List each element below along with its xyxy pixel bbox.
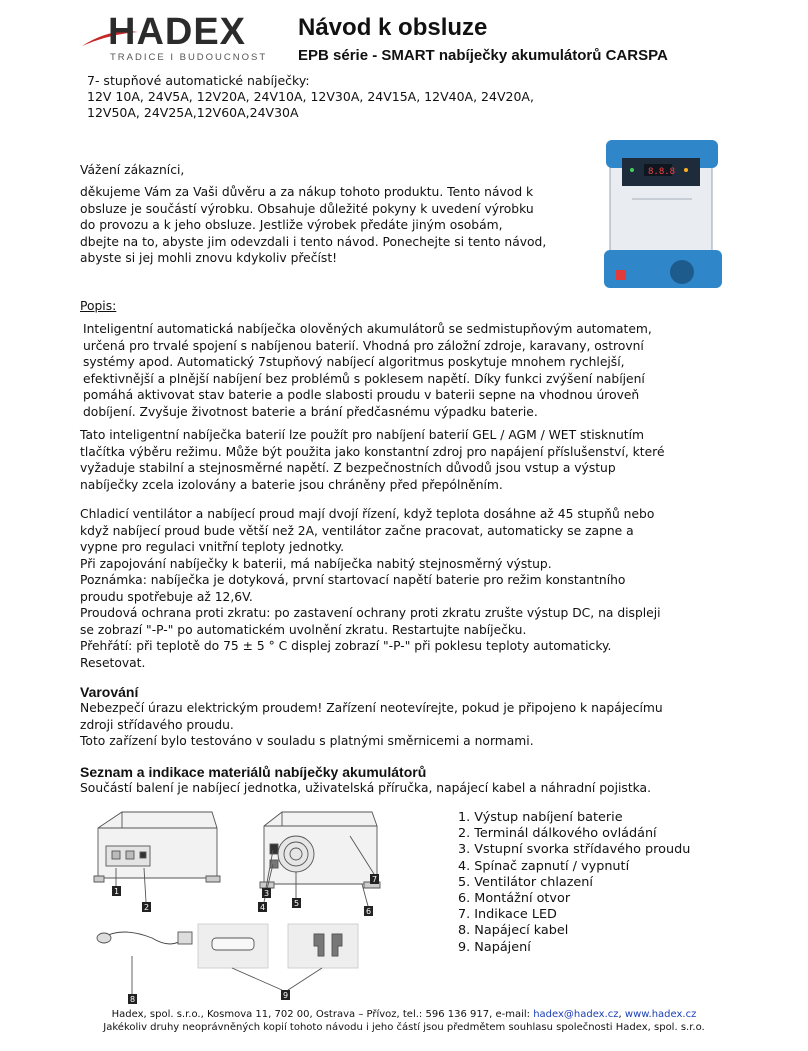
callout-3: 3 bbox=[264, 889, 270, 898]
logo-wordmark: HADEX bbox=[108, 11, 247, 53]
materials-heading: Seznam a indikace materiálů nabíječky akumulátorů bbox=[80, 764, 427, 780]
hadex-logo bbox=[80, 12, 290, 64]
text-line: dbejte na to, abyste jim odevzdali i tento návod. Ponechejte si tento návod, bbox=[80, 234, 547, 249]
text-line: když nabíjecí proud bude větší než 2A, ventilátor začne pracovat, automaticky se zapne a bbox=[80, 523, 634, 538]
text-line: děkujeme Vám za Vaši důvěru a za nákup tohoto produktu. Tento návod k bbox=[80, 185, 534, 199]
text-line: Nebezpečí úrazu elektrickým proudem! Zařízení neotevírejte, pokud je připojeno k napájecímu bbox=[80, 701, 663, 715]
callout-6: 6 bbox=[366, 907, 372, 916]
text-line: určená pro trvalé spojení s nabíjenou baterií. Vhodná pro záložní zdroje, karavany, ostrovní bbox=[83, 338, 644, 353]
text-line: Inteligentní automatická nabíječka olověných akumulátorů se sedmistupňovým automatem, bbox=[83, 322, 652, 336]
footer-copyright: Jakékoliv druhy neoprávněných kopií tohoto návodu i jeho částí jsou předmětem souhlasu společnosti Hadex, spol. s.r.o. bbox=[103, 1022, 705, 1033]
text-line: Přehřátí: při teplotě do 75 ± 5 ° C displej zobrazí "-P-" při poklesu teploty automaticky. bbox=[80, 639, 612, 653]
footer-separator: , bbox=[618, 1009, 625, 1020]
footer bbox=[0, 1008, 808, 1034]
text-line: se zobrazí "-P-" po automatickém uvolnění zkratu. Restartujte nabíječku. bbox=[80, 622, 527, 637]
list-item: 2. Terminál dálkového ovládání bbox=[458, 826, 657, 842]
parts-diagram bbox=[92, 806, 382, 1006]
text-line: do provozu a k jeho obsluze. Jestliže výrobek předáte jiným osobám, bbox=[80, 218, 503, 232]
callout-4: 4 bbox=[260, 903, 266, 912]
text-line: Chladicí ventilátor a nabíjecí proud mají dvojí řízení, když teplota dosáhne až 45 stupňů nebo bbox=[80, 507, 655, 521]
list-item: 7. Indikace LED bbox=[458, 907, 557, 923]
callout-9: 9 bbox=[283, 991, 289, 1000]
models-line: 12V 10A, 24V5A, 12V20A, 24V10A, 12V30A, 24V15A, 12V40A, 24V20A, bbox=[87, 89, 534, 104]
text-line: obsluze je součástí výrobku. Obsahuje důležité pokyny k uvedení výrobku bbox=[80, 201, 534, 216]
warning-text bbox=[80, 700, 730, 750]
footer-contact bbox=[0, 1008, 808, 1021]
warning-heading: Varování bbox=[80, 684, 139, 700]
logo-tagline: TRADICE I BUDOUCNOST bbox=[110, 52, 268, 63]
list-item: 1. Výstup nabíjení baterie bbox=[458, 810, 623, 825]
svg-text:8.8.8: 8.8.8 bbox=[648, 167, 676, 177]
text-line: Při zapojování nabíječky k baterii, má nabíječka nabitý stejnosměrný výstup. bbox=[80, 556, 552, 571]
text-line: Resetovat. bbox=[80, 655, 146, 670]
callout-1: 1 bbox=[114, 887, 120, 896]
description-heading: Popis: bbox=[80, 299, 117, 313]
charger-product-image bbox=[592, 138, 724, 290]
footer-web-link[interactable]: www.hadex.cz bbox=[624, 1009, 697, 1020]
list-item: 8. Napájecí kabel bbox=[458, 923, 569, 939]
text-line: Tato inteligentní nabíječka baterií lze použít pro nabíjení baterií GEL / AGM / WET stisknutím bbox=[80, 428, 644, 442]
text-line: dobíjení. Zvyšuje životnost baterie a brání předčasnému výpadku baterie. bbox=[83, 404, 538, 419]
text-line: tlačítka výběru režimu. Může být použita jako konstantní zdroj pro napájení příslušenství, které bbox=[80, 444, 665, 459]
footer-email-link[interactable]: hadex@hadex.cz bbox=[533, 1009, 619, 1020]
text-line: pomáhá aktivovat stav baterie a podle slabosti proudu v baterii sepne na vhodnou úroveň bbox=[83, 388, 640, 402]
footer-address: Hadex, spol. s.r.o., Kosmova 11, 702 00, Ostrava – Přívoz, tel.: 596 136 917, e-mail: bbox=[111, 1009, 534, 1020]
text-line: Proudová ochrana proti zkratu: po zastavení ochrany proti zkratu zrušte výstup DC, na displeji bbox=[80, 606, 661, 620]
text-line: vyžaduje stabilní a stejnosměrné napětí. Z bezpečnostních důvodů jsou vstup a výstup bbox=[80, 461, 616, 475]
materials-intro: Součástí balení je nabíjecí jednotka, uživatelská příručka, napájecí kabel a náhradní pojistka. bbox=[80, 781, 651, 795]
page-title: Návod k obsluze bbox=[298, 14, 488, 41]
text-line: Poznámka: nabíječka je dotyková, první startovací napětí baterie pro režim konstantního bbox=[80, 573, 626, 587]
callout-5: 5 bbox=[294, 899, 300, 908]
callout-7: 7 bbox=[372, 875, 378, 884]
text-line: nabíječky zcela izolovány a baterie jsou chráněny před přepólněním. bbox=[80, 477, 503, 492]
page-subtitle: EPB série - SMART nabíječky akumulátorů CARSPA bbox=[298, 47, 668, 64]
text-line: proudu spotřebuje až 12,6V. bbox=[80, 589, 253, 604]
list-item: 4. Spínač zapnutí / vypnutí bbox=[458, 858, 630, 874]
models-line: 12V50A, 24V25A,12V60A,24V30A bbox=[87, 105, 299, 120]
description-paragraph-1 bbox=[83, 321, 723, 420]
text-line: Toto zařízení bylo testováno v souladu s platnými směrnicemi a normami. bbox=[80, 734, 534, 748]
list-item: 3. Vstupní svorka střídavého proudu bbox=[458, 842, 691, 858]
text-line: zdroji střídavého proudu. bbox=[80, 717, 234, 732]
greeting-salutation: Vážení zákazníci, bbox=[80, 163, 185, 177]
text-line: efektivnější a plnější nabíjení bez problémů s poklesem napětí. Díky funkci zvýšení nabíjení bbox=[83, 371, 645, 386]
text-line: abyste si jej mohli znovu kdykoliv přečíst! bbox=[80, 251, 338, 265]
list-item: 6. Montážní otvor bbox=[458, 891, 571, 907]
greeting-text bbox=[80, 184, 585, 267]
text-line: vypne pro regulaci vnitřní teploty jednotky. bbox=[80, 540, 345, 554]
model-list bbox=[87, 73, 647, 121]
parts-list bbox=[458, 810, 690, 956]
text-line: systémy apod. Automatický 7stupňový nabíjecí algoritmus poskytuje mnohem rychlejší, bbox=[83, 355, 625, 369]
callout-2: 2 bbox=[144, 903, 150, 912]
models-intro: 7- stupňové automatické nabíječky: bbox=[87, 73, 310, 88]
description-paragraph-2 bbox=[80, 427, 730, 493]
description-paragraph-3 bbox=[80, 506, 730, 671]
callout-8: 8 bbox=[130, 995, 136, 1004]
list-item: 5. Ventilátor chlazení bbox=[458, 874, 593, 890]
list-item: 9. Napájení bbox=[458, 939, 531, 955]
